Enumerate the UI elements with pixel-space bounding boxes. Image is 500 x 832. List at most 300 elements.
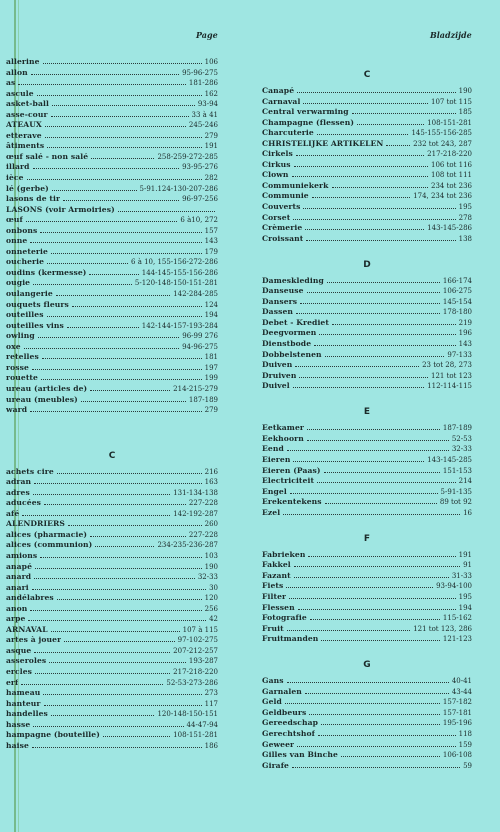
dot-leader bbox=[299, 377, 428, 378]
index-entry bbox=[6, 68, 218, 79]
index-term: Engel bbox=[262, 486, 287, 496]
index-term: anon bbox=[6, 603, 28, 613]
index-entry bbox=[6, 141, 218, 152]
index-term: Deegvormen bbox=[262, 328, 317, 338]
index-entry bbox=[6, 625, 218, 636]
section-letter: F bbox=[363, 533, 371, 544]
dot-leader bbox=[296, 313, 440, 314]
index-term: onbons bbox=[6, 225, 38, 235]
index-entry bbox=[262, 234, 472, 245]
dot-leader bbox=[35, 673, 170, 674]
dot-leader bbox=[341, 756, 440, 757]
dot-leader bbox=[28, 620, 206, 621]
dot-leader bbox=[357, 124, 424, 125]
dot-leader bbox=[40, 557, 201, 558]
index-term: ATEAUX bbox=[6, 120, 42, 130]
index-entry bbox=[6, 519, 218, 530]
dot-leader bbox=[52, 105, 195, 106]
dot-leader bbox=[38, 337, 179, 338]
page-reference: 43-44 bbox=[451, 687, 472, 696]
page-reference: 121-123 bbox=[442, 635, 472, 644]
page-reference: 42 bbox=[209, 615, 218, 624]
dot-leader bbox=[68, 525, 202, 526]
index-term: Canapé bbox=[262, 86, 295, 95]
page-reference: 232 tot 243, 287 bbox=[413, 139, 472, 148]
section-letter: D bbox=[363, 259, 371, 270]
index-term: hampagne (bouteille) bbox=[6, 730, 100, 740]
dot-leader bbox=[294, 166, 428, 167]
dot-leader bbox=[33, 284, 132, 285]
page-reference: 282 bbox=[204, 174, 218, 183]
dot-leader bbox=[30, 411, 201, 412]
index-entry bbox=[262, 560, 472, 571]
dot-leader bbox=[89, 274, 138, 275]
index-entry bbox=[262, 718, 472, 729]
page-reference: 279 bbox=[204, 406, 218, 415]
index-term: Fotografie bbox=[262, 613, 307, 623]
dot-leader bbox=[30, 242, 201, 243]
dot-leader bbox=[44, 504, 186, 505]
page-reference: 112-114-115 bbox=[427, 382, 472, 391]
index-entry bbox=[262, 318, 472, 329]
page-reference: 96-99 276 bbox=[182, 332, 218, 341]
index-entry bbox=[262, 223, 472, 234]
index-entry bbox=[262, 697, 472, 708]
index-entry bbox=[262, 360, 472, 371]
index-entry bbox=[6, 509, 218, 520]
index-entry bbox=[262, 128, 472, 139]
page-reference: 194 bbox=[204, 311, 218, 320]
page-reference: 195 bbox=[458, 203, 472, 212]
index-term: anapé bbox=[6, 561, 33, 571]
page-reference: 166-174 bbox=[442, 276, 472, 285]
dot-leader bbox=[332, 187, 428, 188]
index-term: Eend bbox=[262, 444, 284, 454]
page-reference: 97-102-275 bbox=[177, 636, 218, 645]
index-entry bbox=[6, 194, 218, 205]
index-entry bbox=[262, 170, 472, 181]
index-entry bbox=[6, 593, 218, 604]
dot-leader bbox=[325, 503, 437, 504]
index-entry bbox=[6, 498, 218, 509]
index-entry bbox=[262, 307, 472, 318]
index-entry bbox=[6, 614, 218, 625]
index-entry bbox=[6, 572, 218, 583]
index-term: as bbox=[6, 78, 16, 88]
dot-leader bbox=[327, 282, 440, 283]
page-reference: 157-182 bbox=[442, 698, 472, 707]
index-term: oucherie bbox=[6, 257, 45, 267]
dot-leader bbox=[42, 358, 202, 359]
dot-leader bbox=[51, 116, 189, 117]
index-term: Filter bbox=[262, 591, 287, 601]
index-entry bbox=[262, 286, 472, 297]
index-entry bbox=[262, 508, 472, 519]
index-term: owling bbox=[6, 331, 35, 341]
page-reference: 256 bbox=[204, 604, 218, 613]
dot-leader bbox=[32, 589, 206, 590]
page-reference: 196 bbox=[458, 329, 472, 338]
dot-leader bbox=[24, 348, 179, 349]
index-term: rouette bbox=[6, 373, 38, 383]
dot-leader bbox=[47, 316, 202, 317]
index-term: allon bbox=[6, 67, 28, 77]
index-term: alices (pharmacie) bbox=[6, 529, 88, 539]
page-reference: 30 bbox=[209, 583, 218, 592]
page-reference: 94-96-275 bbox=[182, 342, 218, 351]
page-reference: 144-145-155-156-286 bbox=[141, 268, 218, 277]
index-term: Carnaval bbox=[262, 96, 301, 106]
index-entry bbox=[6, 667, 218, 678]
dot-leader bbox=[34, 578, 195, 579]
page-reference: 117 bbox=[204, 699, 218, 708]
page-reference: 214 bbox=[458, 477, 472, 486]
page-reference: 234 tot 236 bbox=[430, 181, 472, 190]
index-term: anard bbox=[6, 572, 32, 582]
dot-leader bbox=[293, 387, 424, 388]
page-reference: 91 bbox=[463, 561, 472, 570]
dot-leader bbox=[44, 705, 202, 706]
index-entry bbox=[6, 342, 218, 353]
index-term: Gereedschap bbox=[262, 718, 319, 728]
index-entry bbox=[6, 488, 218, 499]
dot-leader bbox=[290, 493, 438, 494]
dot-leader bbox=[321, 640, 439, 641]
page-reference: 121 tot 123 bbox=[430, 371, 472, 380]
index-section bbox=[262, 550, 472, 645]
page-reference: 181 bbox=[204, 353, 218, 362]
index-entry bbox=[6, 162, 218, 173]
page-reference: 97-133 bbox=[447, 350, 472, 359]
index-term: ercles bbox=[6, 666, 33, 676]
index-term: Communie bbox=[262, 191, 309, 201]
index-term: asque bbox=[6, 645, 32, 655]
index-term: ward bbox=[6, 405, 28, 415]
dot-leader bbox=[45, 137, 202, 138]
page-reference: 142-192-287 bbox=[173, 509, 218, 518]
index-entry bbox=[6, 656, 218, 667]
page-reference: 124 bbox=[204, 300, 218, 309]
dot-leader bbox=[309, 714, 440, 715]
dot-leader bbox=[293, 461, 424, 462]
index-term: Dameskleding bbox=[262, 275, 324, 285]
index-entry bbox=[6, 384, 218, 395]
index-entry bbox=[6, 247, 218, 258]
index-entry bbox=[6, 268, 218, 279]
index-term: lé (gerbe) bbox=[6, 183, 49, 193]
index-term: Crèmerie bbox=[262, 223, 303, 233]
dot-leader bbox=[332, 324, 456, 325]
page-reference: 93-95-276 bbox=[182, 163, 218, 172]
page-reference: 107 à 115 bbox=[182, 625, 218, 634]
index-entry bbox=[262, 381, 472, 392]
index-term: achets cire bbox=[6, 466, 54, 476]
index-entry bbox=[6, 741, 218, 752]
index-entry bbox=[6, 635, 218, 646]
index-term: Ezel bbox=[262, 507, 281, 517]
index-entry bbox=[6, 300, 218, 311]
index-entry bbox=[6, 477, 218, 488]
dot-leader bbox=[118, 211, 215, 212]
dot-leader bbox=[317, 482, 456, 483]
dot-leader bbox=[321, 724, 440, 725]
dot-leader bbox=[51, 253, 202, 254]
index-entry bbox=[6, 583, 218, 594]
index-entry bbox=[262, 423, 472, 434]
index-term: alices (communion) bbox=[6, 540, 93, 550]
index-entry bbox=[262, 276, 472, 287]
index-term: LASONS (voir Armoiries) bbox=[6, 204, 115, 214]
index-term: œuf bbox=[6, 215, 23, 225]
left-index-column bbox=[6, 57, 218, 751]
index-entry bbox=[6, 78, 218, 89]
page-reference: 162 bbox=[204, 89, 218, 98]
page-reference: 157 bbox=[204, 226, 218, 235]
index-entry bbox=[262, 624, 472, 635]
dot-leader bbox=[43, 63, 202, 64]
index-entry bbox=[262, 455, 472, 466]
index-term: CHRISTELIJKE ARTIKELEN bbox=[262, 138, 384, 148]
dot-leader bbox=[91, 158, 154, 159]
dot-leader bbox=[318, 735, 456, 736]
index-term: afé bbox=[6, 508, 20, 518]
page-reference: 278 bbox=[458, 213, 472, 222]
page-reference: 89 tot 92 bbox=[439, 498, 472, 507]
page-reference: 191 bbox=[204, 142, 218, 151]
index-entry bbox=[262, 676, 472, 687]
page-reference: 5-91.124-130-207-286 bbox=[139, 184, 218, 193]
page-reference: 279 bbox=[204, 131, 218, 140]
page-reference: 273 bbox=[204, 689, 218, 698]
index-term: onneterie bbox=[6, 246, 48, 256]
index-entry bbox=[6, 205, 218, 216]
index-term: Fazant bbox=[262, 570, 291, 580]
dot-leader bbox=[310, 619, 440, 620]
dot-leader bbox=[297, 746, 456, 747]
dot-leader bbox=[64, 641, 174, 642]
page-reference: 142-284-285 bbox=[173, 290, 218, 299]
index-term: ougie bbox=[6, 278, 31, 288]
dot-leader bbox=[307, 440, 449, 441]
page-reference: 227-228 bbox=[188, 499, 218, 508]
page-reference: 6 à 10, 155-156-272-286 bbox=[131, 258, 218, 267]
dot-leader bbox=[45, 126, 186, 127]
dot-leader bbox=[22, 515, 170, 516]
index-term: Fiets bbox=[262, 581, 284, 591]
index-entry bbox=[6, 709, 218, 720]
page-reference: 199 bbox=[204, 374, 218, 383]
dot-leader bbox=[296, 155, 424, 156]
index-entry bbox=[6, 331, 218, 342]
header-page-label: Page bbox=[196, 30, 218, 40]
dot-leader bbox=[298, 609, 456, 610]
dot-leader bbox=[34, 652, 170, 653]
page-reference: 108-151-281 bbox=[173, 731, 218, 740]
section-letter-c-left: C bbox=[108, 450, 116, 461]
index-entry bbox=[262, 634, 472, 645]
index-entry bbox=[6, 131, 218, 142]
index-term: œuf salé - non salé bbox=[6, 151, 89, 161]
index-term: Geld bbox=[262, 697, 282, 707]
index-entry bbox=[262, 118, 472, 129]
index-entry bbox=[262, 476, 472, 487]
page-reference: 96-97-256 bbox=[182, 195, 218, 204]
index-term: Geweer bbox=[262, 739, 295, 749]
index-term: Gerechtshof bbox=[262, 728, 316, 738]
index-section bbox=[262, 676, 472, 771]
page-reference: 52-53-273-286 bbox=[166, 678, 218, 687]
index-term: Geldbeurs bbox=[262, 707, 307, 717]
dot-leader bbox=[30, 610, 201, 611]
page-reference: 178-180 bbox=[442, 308, 472, 317]
index-entry bbox=[262, 434, 472, 445]
page-reference: 227-228 bbox=[188, 530, 218, 539]
index-entry bbox=[262, 86, 472, 97]
dot-leader bbox=[287, 682, 449, 683]
index-entry bbox=[262, 761, 472, 772]
dot-leader bbox=[287, 630, 411, 631]
index-term: Druiven bbox=[262, 370, 297, 380]
index-term: Charcuterie bbox=[262, 128, 314, 138]
left-index-group-b bbox=[6, 57, 218, 416]
dot-leader bbox=[289, 598, 456, 599]
index-entry bbox=[6, 321, 218, 332]
index-term: asket-ball bbox=[6, 99, 49, 109]
dot-leader bbox=[21, 684, 163, 685]
index-entry bbox=[262, 613, 472, 624]
index-term: Gans bbox=[262, 676, 284, 686]
page-reference: 115-162 bbox=[442, 614, 472, 623]
index-term: hasse bbox=[6, 719, 31, 729]
index-term: Eetkamer bbox=[262, 423, 304, 433]
page-reference: 174, 234 tot 236 bbox=[413, 192, 472, 201]
index-section bbox=[262, 86, 472, 244]
index-term: Erekentekens bbox=[262, 497, 322, 507]
page-reference: 31-33 bbox=[451, 571, 472, 580]
left-index-group-c bbox=[6, 467, 218, 752]
index-term: Fabrieken bbox=[262, 549, 306, 559]
dot-leader bbox=[352, 113, 456, 114]
index-term: anari bbox=[6, 582, 29, 592]
dot-leader bbox=[32, 369, 202, 370]
page-reference: 44-47-94 bbox=[186, 720, 218, 729]
index-entry bbox=[262, 750, 472, 761]
dot-leader bbox=[324, 472, 440, 473]
index-term: allerine bbox=[6, 57, 40, 66]
dot-leader bbox=[292, 767, 460, 768]
page-reference: 32-33 bbox=[197, 573, 218, 582]
index-term: Couverts bbox=[262, 202, 301, 212]
dot-leader bbox=[33, 494, 170, 495]
page-reference: 163 bbox=[204, 478, 218, 487]
index-term: Duivel bbox=[262, 381, 290, 391]
section-gap bbox=[262, 645, 472, 656]
index-entry bbox=[6, 152, 218, 163]
dot-leader bbox=[37, 95, 202, 96]
index-entry bbox=[262, 444, 472, 455]
index-term: Flessen bbox=[262, 602, 295, 612]
dot-leader bbox=[286, 587, 433, 588]
dot-leader bbox=[31, 74, 179, 75]
page-reference: 181-286 bbox=[188, 79, 218, 88]
index-entry bbox=[6, 720, 218, 731]
index-entry bbox=[6, 373, 218, 384]
dot-leader bbox=[33, 168, 180, 169]
index-entry bbox=[262, 603, 472, 614]
dot-leader bbox=[43, 694, 201, 695]
dot-leader bbox=[33, 726, 183, 727]
index-entry bbox=[6, 184, 218, 195]
index-entry bbox=[262, 729, 472, 740]
index-entry bbox=[262, 350, 472, 361]
index-term: Corset bbox=[262, 212, 291, 222]
index-term: lasons de tir bbox=[6, 194, 61, 204]
section-letter: G bbox=[363, 660, 371, 671]
page-reference: 107 tot 115 bbox=[430, 97, 472, 106]
dot-leader bbox=[312, 197, 410, 198]
index-term: Girafe bbox=[262, 760, 289, 770]
index-term: outeilles bbox=[6, 310, 44, 320]
dot-leader bbox=[307, 429, 440, 430]
index-section bbox=[262, 423, 472, 518]
page-reference: 143 bbox=[458, 340, 472, 349]
index-term: oulangerie bbox=[6, 289, 53, 299]
index-term: asseroles bbox=[6, 656, 47, 666]
index-term: Eieren bbox=[262, 454, 291, 464]
page-reference: 33 à 41 bbox=[191, 110, 218, 119]
index-term: andélabres bbox=[6, 593, 54, 603]
index-entry bbox=[262, 497, 472, 508]
index-term: Eieren (Paas) bbox=[262, 465, 321, 475]
dot-leader bbox=[319, 334, 455, 335]
index-entry bbox=[262, 487, 472, 498]
index-entry bbox=[6, 89, 218, 100]
index-term: ureau (articles de) bbox=[6, 383, 88, 393]
page-reference: 142-144-157-193-284 bbox=[141, 321, 218, 330]
index-entry bbox=[6, 562, 218, 573]
page-reference: 191 bbox=[458, 550, 472, 559]
index-term: Debet - Krediet bbox=[262, 317, 329, 327]
page-reference: 32-33 bbox=[451, 445, 472, 454]
page-reference: 258-259-272-285 bbox=[157, 152, 218, 161]
index-term: Fruit bbox=[262, 623, 284, 633]
page-reference: 40-41 bbox=[451, 677, 472, 686]
dot-leader bbox=[35, 568, 202, 569]
index-entry bbox=[262, 339, 472, 350]
page-reference: 23 tot 28, 273 bbox=[422, 361, 472, 370]
index-term: Electriciteit bbox=[262, 476, 315, 486]
page-reference: 207-212-257 bbox=[173, 646, 218, 655]
index-term: Croissant bbox=[262, 233, 304, 243]
dot-leader bbox=[294, 566, 460, 567]
index-term: asse-cour bbox=[6, 109, 48, 119]
dot-leader bbox=[63, 200, 179, 201]
index-entry bbox=[6, 530, 218, 541]
page-reference: 108 tot 111 bbox=[430, 171, 472, 180]
index-entry bbox=[262, 97, 472, 108]
page-reference: 197 bbox=[204, 363, 218, 372]
index-entry bbox=[6, 289, 218, 300]
index-section bbox=[262, 276, 472, 392]
dot-leader bbox=[18, 84, 186, 85]
page-reference: 157-181 bbox=[442, 708, 472, 717]
index-term: adran bbox=[6, 477, 32, 487]
page-reference: 121 tot 123, 286 bbox=[413, 624, 472, 633]
page-reference: 118 bbox=[458, 729, 472, 738]
dot-leader bbox=[67, 327, 139, 328]
index-entry bbox=[262, 160, 472, 171]
page-reference: 52-53 bbox=[451, 434, 472, 443]
